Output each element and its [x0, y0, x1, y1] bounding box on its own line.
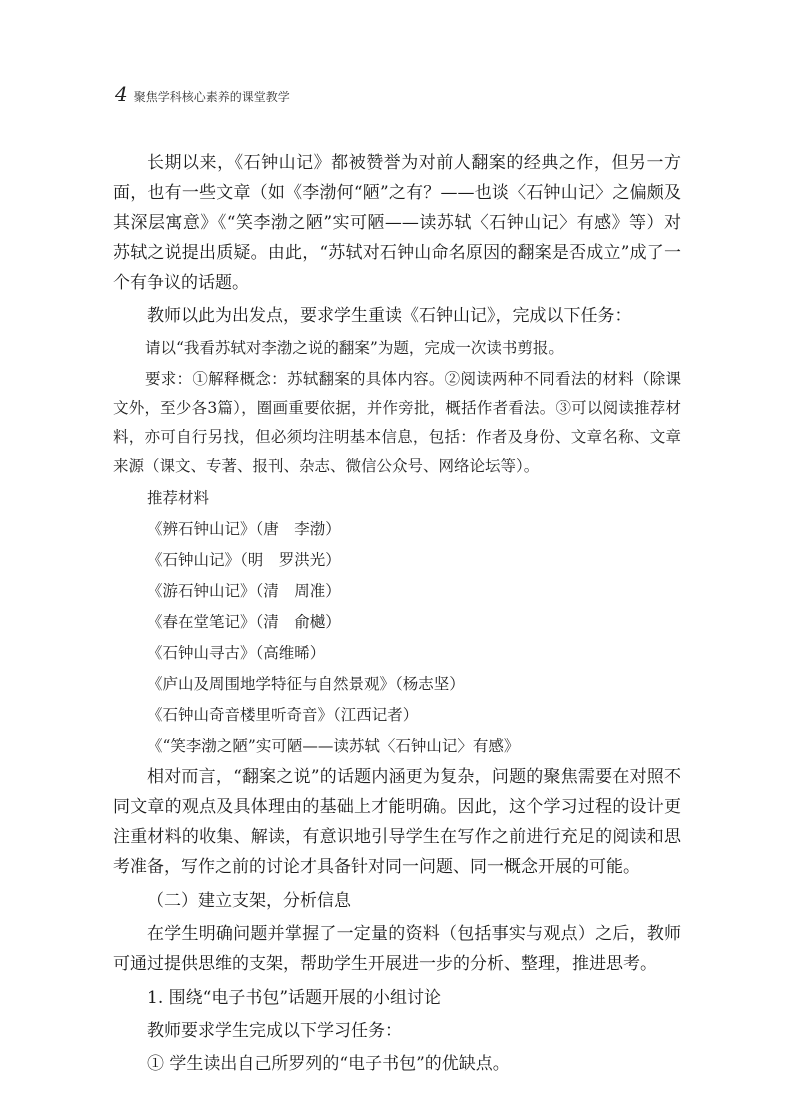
page-number: 4: [115, 82, 128, 106]
list-item: 《石钟山记》（明 罗洪光）: [147, 551, 341, 569]
paragraph-learning-task: 教师要求学生完成以下学习任务：: [147, 1021, 402, 1041]
list-item: 《春在堂笔记》（清 俞樾）: [147, 613, 341, 631]
task-requirements: 要求：①解释概念：苏轼翻案的具体内容。②阅读两种不同看法的材料（除课文外，至少各3篇），圈画重要依据，并作旁批，概括作者看法。③可以阅读推荐材料，亦可自行另找，但必须均注明基本信息，包括：作者及身份、文章名称、文章来源（课文、专著、报刊、杂志、微信公众号、网络论坛等）。: [113, 370, 681, 475]
list-item: 《“笑李渤之陋”实可陋——读苏轼〈石钟山记〉有感》: [147, 737, 520, 755]
paragraph-step-one: ① 学生读出自己所罗列的“电子书包”的优缺点。: [147, 1054, 510, 1074]
paragraph-teacher-task: 教师以此为出发点，要求学生重读《石钟山记》，完成以下任务：: [147, 306, 632, 326]
list-item: 《游石钟山记》（清 周准）: [147, 582, 341, 600]
recommended-list: [113, 514, 681, 762]
paragraph-scaffold: 在学生明确问题并掌握了一定量的资料（包括事实与观点）之后，教师可通过提供思维的支架，帮助学生开展进一步的分析、整理，推进思考。: [113, 924, 681, 974]
list-item: 《石钟山寻古》（高维晞）: [147, 644, 326, 662]
running-header: [115, 82, 290, 106]
paragraph-analysis: 相对而言，“翻案之说”的话题内涵更为复杂，问题的聚焦需要在对照不同文章的观点及具体理由的基础上才能明确。因此，这个学习过程的设计更注重材料的收集、解读，有意识地引导学生在写作之前进行充足的阅读和思考准备，写作之前的讨论才具备针对同一问题、同一概念开展的可能。: [113, 767, 681, 877]
list-item: 《庐山及周围地学特征与自然景观》（杨志坚）: [147, 675, 465, 693]
list-item: 《石钟山奇音楼里听奇音》（江西记者）: [147, 706, 419, 724]
subsection-heading: 1. 围绕“电子书包”话题开展的小组讨论: [147, 988, 442, 1008]
list-item: 《辨石钟山记》（唐 李渤）: [147, 520, 341, 538]
task-prompt: 请以“我看苏轼对李渤之说的翻案”为题，完成一次读书剪报。: [145, 339, 564, 357]
page-body: [113, 148, 681, 1082]
paragraph-intro: 长期以来，《石钟山记》都被赞誉为对前人翻案的经典之作，但另一方面，也有一些文章（如《李渤何“陋”之有？——也谈〈石钟山记〉之偏颇及其深层寓意》《“笑李渤之陋”实可陋——读苏轼〈石钟山记〉有感》等）对苏轼之说提出质疑。由此，“苏轼对石钟山命名原因的翻案是否成立”成了一个有争议的话题。: [113, 153, 681, 293]
section-heading: （二）建立支架，分析信息: [147, 891, 351, 911]
recommended-title: 推荐材料: [147, 489, 210, 507]
running-title: 聚焦学科核心素养的课堂教学: [133, 90, 290, 104]
